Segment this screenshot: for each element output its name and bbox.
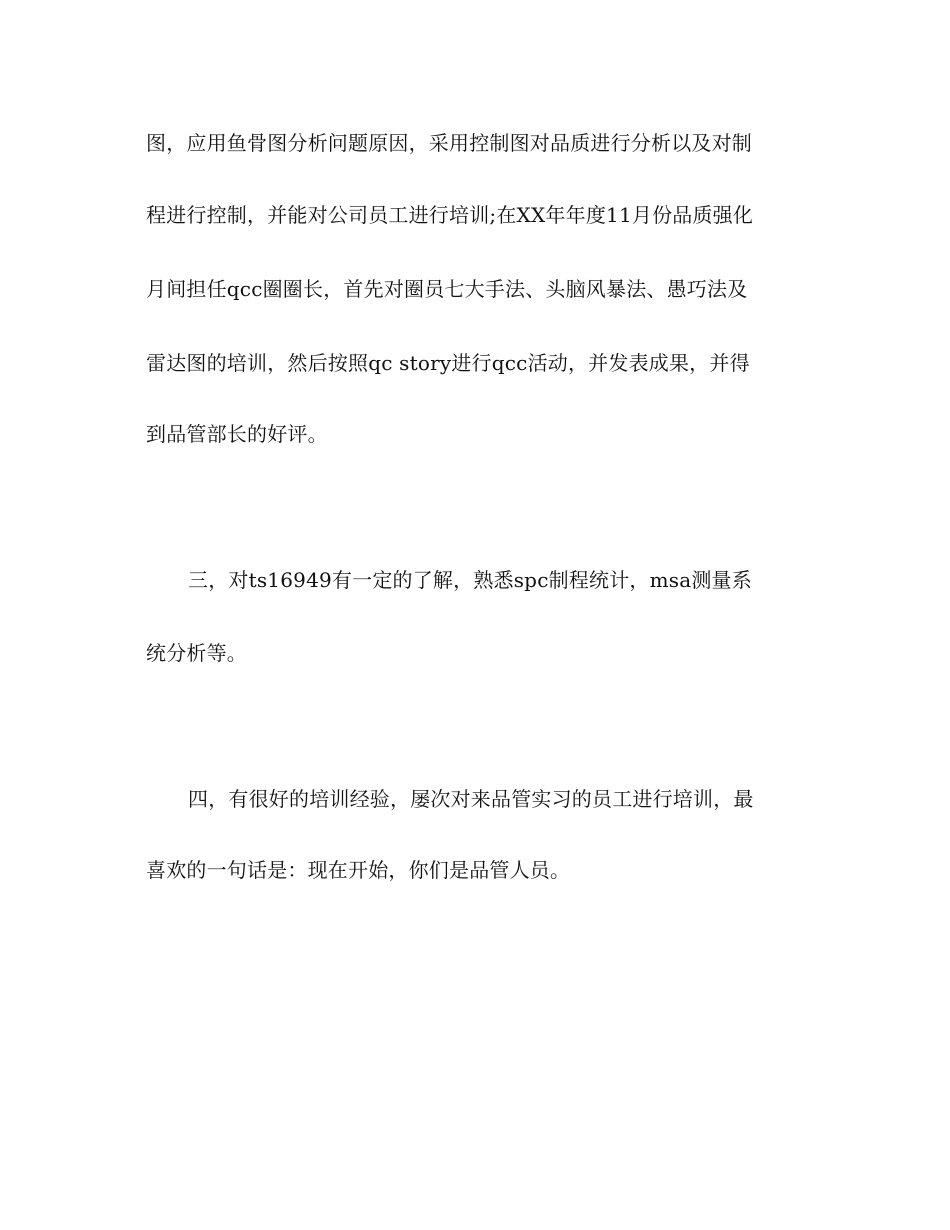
paragraph-3-line-2: 统分析等。	[146, 641, 247, 665]
paragraph-2-line-4: 雷达图的培训，然后按照qc story进行qcc活动，并发表成果，并得	[146, 351, 750, 375]
paragraph-3-line-1: 三，对ts16949有一定的了解，熟悉spc制程统计，msa测量系	[188, 568, 752, 592]
paragraph-4-line-1: 四，有很好的培训经验，屡次对来品管实习的员工进行培训，最	[188, 787, 754, 811]
paragraph-2-line-3: 月间担任qcc圈圈长，首先对圈员七大手法、头脑风暴法、愚巧法及	[146, 277, 748, 301]
paragraph-4-line-2: 喜欢的一句话是：现在开始，你们是品管人员。	[146, 858, 571, 882]
paragraph-2-line-1: 图，应用鱼骨图分析问题原因，采用控制图对品质进行分析以及对制	[146, 131, 752, 155]
paragraph-2-line-5: 到品管部长的好评。	[146, 422, 328, 446]
paragraph-2-line-2: 程进行控制，并能对公司员工进行培训;在XX年年度11月份品质强化	[146, 203, 754, 227]
